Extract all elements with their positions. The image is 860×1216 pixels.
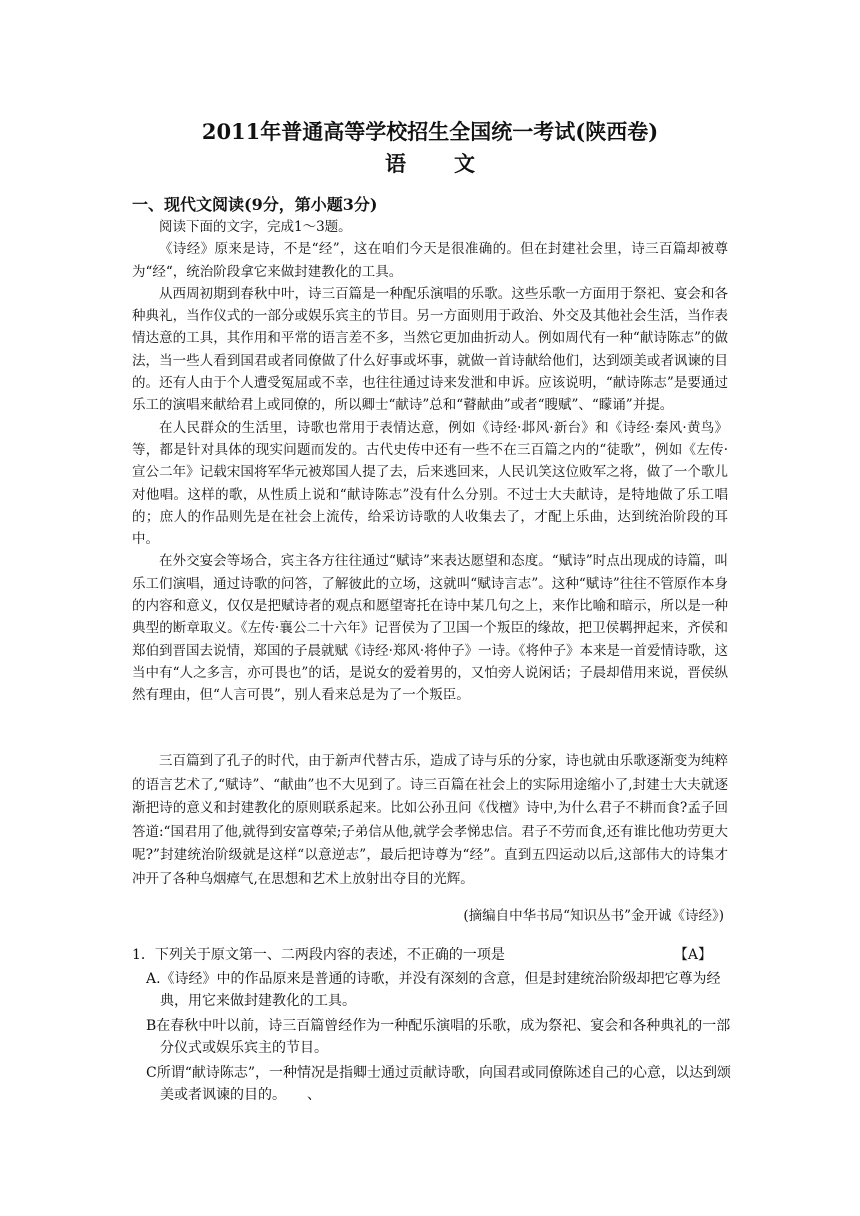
option-a: A.《诗经》中的作品原来是普通的诗歌，并没有深刻的含意，但是封建统治阶级却把它尊为经典，用它来做封建教化的工具。 (146, 971, 721, 1009)
section-heading: 一、现代文阅读(9分，第小题3分) (132, 195, 378, 214)
question-1 (132, 944, 732, 1109)
passage-instruction: 阅读下面的文字，完成1～3题。 (159, 219, 352, 235)
passage-block-1 (132, 216, 728, 707)
subject-title: 语文 (385, 151, 523, 176)
answer-label: 【A】 (673, 947, 712, 963)
passage-paragraph: 在外交宴会等场合，宾主各方往往通过“赋诗”来表达愿望和态度。“赋诗”时点出现成的诗篇，叫乐工们演唱，通过诗歌的问答，了解彼此的立场，这就叫“赋诗言志”。这种“赋诗”往往不管原作本身的内容和意义，仅仅是把赋诗者的观点和愿望寄托在诗中某几句之上，来作比喻和暗示，所以是一种典型的断章取义。《左传·襄公二十六年》记晋侯为了卫国一个叛臣的缘故，把卫侯羁押起来，齐侯和郑伯到晋国去说情，郑国的子晨就赋《诗经·郑风·将仲子》一诗。《将仲子》本来是一首爱情诗歌，这当中有“人之多言，亦可畏也”的话，是说女的爱着男的，又怕旁人说闲话；子晨却借用来说，晋侯纵然有理由，但“人言可畏”，别人看来总是为了一个叛臣。 (132, 553, 728, 704)
option-b: B在春秋中叶以前，诗三百篇曾经作为一种配乐演唱的乐歌，成为祭祀、宴会和各种典礼的一部分仪式或娱乐宾主的节目。 (146, 1018, 731, 1056)
option-c: C所谓“献诗陈志”，一种情况是指卿士通过贡献诗歌，向国君或同僚陈述自己的心意，以达到颂美或者讽谏的目的。 、 (146, 1065, 732, 1103)
passage-paragraph: 三百篇到了孔子的时代，由于新声代替古乐，造成了诗与乐的分家，诗也就由乐歌逐渐变为纯粹的语言艺术了,“赋诗”、“献曲”也不大见到了。诗三百篇在社会上的实际用途缩小了,封建士大夫就逐渐把诗的意义和封建教化的原则联系起来。比如公孙丑问《伐檀》诗中,为什么君子不耕而食?孟子回答道:“国君用了他,就得到安富尊荣;子弟信从他,就学会孝悌忠信。君子不劳而食,还有谁比他功劳更大呢?”封建统治阶级就是这样“以意逆志”，最后把诗尊为“经”。直到五四运动以后,这部伟大的诗集才冲开了各种乌烟瘴气,在思想和艺术上放射出夺目的光辉。 (132, 753, 728, 887)
passage-source: (摘编自中华书局“知识丛书”金开诚《诗经》) (463, 908, 724, 924)
exam-title: 2011年普通高等学校招生全国统一考试(陕西卷) (201, 119, 659, 144)
passage-block-2 (132, 750, 728, 891)
passage-paragraph: 在人民群众的生活里，诗歌也常用于表情达意，例如《诗经·邶风·新台》和《诗经·秦风·黄鸟》等，都是针对具体的现实问题而发的。古代史传中还有一些不在三百篇之内的“徒歌”，例如《左传·宣公二年》记载宋国将军华元被郑国人提了去，后来逃回来，人民讥笑这位败军之将，做了一个歌儿对他唱。这样的歌，从性质上说和“献诗陈志”没有什么分别。不过士大夫献诗，是特地做了乐工唱的；庶人的作品则先是在社会上流传，给采访诗歌的人收集去了，才配上乐曲，达到统治阶段的耳中。 (132, 419, 728, 548)
question-stem: 1．下列关于原文第一、二两段内容的表述，不正确的一项是 (132, 947, 505, 963)
passage-paragraph: 从西周初期到春秋中叶，诗三百篇是一种配乐演唱的乐歌。这些乐歌一方面用于祭祀、宴会和各种典礼，当作仪式的一部分或娱乐宾主的节目。另一方面则用于政治、外交及其他社会生活，当作表情达意的工具，其作用和平常的语言差不多，当然它更加曲折动人。例如周代有一种“献诗陈志”的做法，当一些人看到国君或者同僚做了什么好事或坏事，就做一首诗献给他们，达到颂美或者讽谏的目的。还有人由于个人遭受冤屈或不幸，也往往通过诗来发泄和申诉。应该说明，“献诗陈志”是要通过乐工的演唱来献给君上或同僚的，所以卿士“献诗”总和“瞽献曲”或者“瞍赋”、“矇诵”并提。 (132, 285, 728, 414)
passage-paragraph: 《诗经》原来是诗，不是“经”，这在咱们今天是很准确的。但在封建社会里，诗三百篇却被尊为“经“，统治阶段拿它来做封建教化的工具。 (132, 241, 728, 280)
